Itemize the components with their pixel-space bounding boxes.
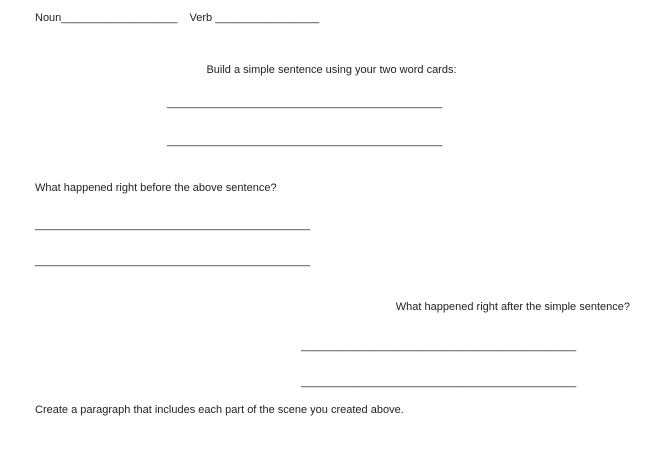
verb-label: Verb bbox=[189, 12, 213, 24]
before-answer-line-2[interactable]: _____________________________________________ bbox=[35, 255, 311, 267]
verb-blank-line[interactable]: _________________ bbox=[215, 12, 320, 24]
sentence-answer-line-2[interactable]: _____________________________________________ bbox=[167, 135, 443, 147]
word-card-row bbox=[35, 11, 319, 25]
before-question: What happened right before the above sentence? bbox=[35, 182, 277, 194]
build-sentence-prompt: Build a simple sentence using your two word cards: bbox=[206, 64, 457, 76]
after-question: What happened right after the simple sentence? bbox=[395, 301, 630, 313]
paragraph-prompt: Create a paragraph that includes each part of the scene you created above. bbox=[35, 404, 404, 416]
sentence-answer-line-1[interactable]: _____________________________________________ bbox=[167, 97, 443, 109]
noun-label: Noun bbox=[35, 12, 62, 24]
before-answer-line-1[interactable]: _____________________________________________ bbox=[35, 219, 311, 231]
noun-blank-line[interactable]: ___________________ bbox=[61, 12, 178, 24]
after-answer-line-1[interactable]: _____________________________________________ bbox=[301, 340, 577, 352]
after-answer-line-2[interactable]: _____________________________________________ bbox=[301, 376, 577, 388]
